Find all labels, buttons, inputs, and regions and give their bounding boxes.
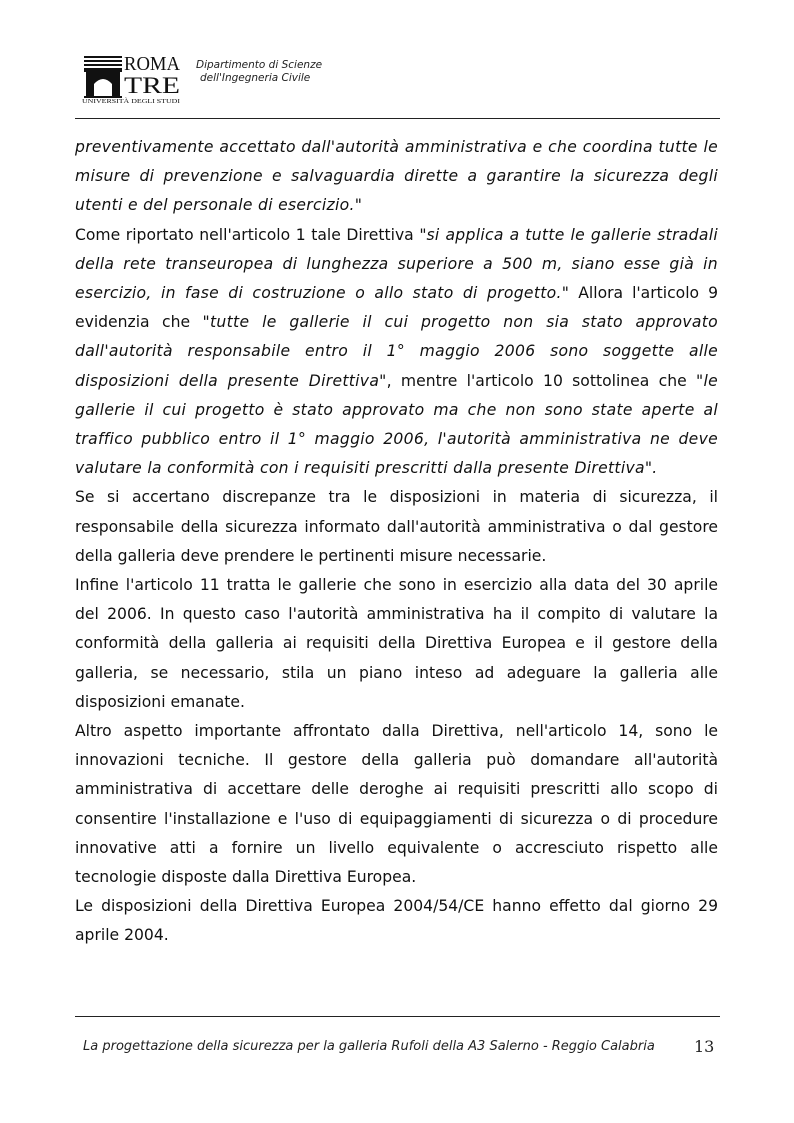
roma-tre-logo xyxy=(82,50,182,104)
paragraph-2-quote-art-9: "tutte le gallerie il cui progetto non sia stato approvato dall'autorità responsabile entro il 1° maggio 2006 sono soggette alle disposizioni della presente Direttiva" xyxy=(75,313,718,390)
footer-divider xyxy=(75,1016,720,1017)
logo-text-roma: ROMA xyxy=(124,53,181,75)
paragraph-2-part-c: Allora l'articolo 9 evidenzia che xyxy=(75,284,719,332)
paragraph-1 xyxy=(75,133,718,221)
paragraph-4: Infine l'articolo 11 tratta le gallerie che sono in esercizio alla data del 30 aprile del 2006. In questo caso l'autorità amministrativa ha il compito di valutare la conformità della galleria ai requisiti della Direttiva Europea e il gestore della galleria, se necessario, stila un piano inteso ad adeguare la galleria alle disposizioni emanate. xyxy=(75,576,718,711)
page-header xyxy=(82,50,722,106)
department-line-1: Dipartimento di Scienze xyxy=(196,59,323,71)
header-divider xyxy=(75,118,720,119)
paragraph-2-quote-art-1: si applica a tutte le gallerie stradali della rete transeuropea di lunghezza superiore a 500 m, siano esse già in esercizio, in fase di costruzione o allo stato di progetto." xyxy=(75,225,718,303)
logo-text-tre: TRE xyxy=(124,73,180,98)
footer-title: La progettazione della sicurezza per la galleria Rufoli della A3 Salerno - Reggio Calabria xyxy=(83,1039,655,1054)
paragraph-6: Le disposizioni della Direttiva Europea 2004/54/CE hanno effetto dal giorno 29 aprile 2004. xyxy=(75,897,718,945)
paragraph-2-quote-art-10: "le gallerie il cui progetto è stato approvato ma che non sono state aperte al traffico pubblico entro il 1° maggio 2006, l'autorità amministrativa ne deve valutare la conformità con i requisiti prescritti dalla presente Direttiva". xyxy=(75,371,718,478)
logo-text-university: UNIVERSITÀ DEGLI STUDI xyxy=(82,98,162,104)
paragraph-3: Se si accertano discrepanze tra le disposizioni in materia di sicurezza, il responsabile della sicurezza informato dall'autorità amministrativa o dal gestore della galleria deve prendere le pertinenti misure necessarie. xyxy=(75,488,718,565)
department-line-2: dell'Ingegneria Civile xyxy=(200,72,311,84)
paragraph-2-part-e: , mentre l'articolo 10 sottolinea che xyxy=(386,371,696,390)
paragraph-2-part-a: Come riportato nell'articolo 1 tale Direttiva " xyxy=(75,225,427,244)
body-text xyxy=(75,133,718,951)
paragraph-1-quote: preventivamente accettato dall'autorità amministrativa e che coordina tutte le misure di prevenzione e salvaguardia dirette a garantire la sicurezza degli utenti e del personale di esercizio." xyxy=(75,138,718,215)
page-number: 13 xyxy=(694,1037,715,1056)
department-name xyxy=(196,59,322,85)
paragraph-2 xyxy=(75,221,718,484)
paragraph-5: Altro aspetto importante affrontato dalla Direttiva, nell'articolo 14, sono le innovazioni tecniche. Il gestore della galleria può domandare all'autorità amministrativa di accettare delle deroghe ai requisiti prescritti allo scopo di consentire l'installazione e l'uso di equipaggiamenti di sicurezza o di procedure innovative atti a fornire un livello equivalente o accresciuto rispetto alle tecnologie disposte dalla Direttiva Europea. xyxy=(75,722,718,887)
